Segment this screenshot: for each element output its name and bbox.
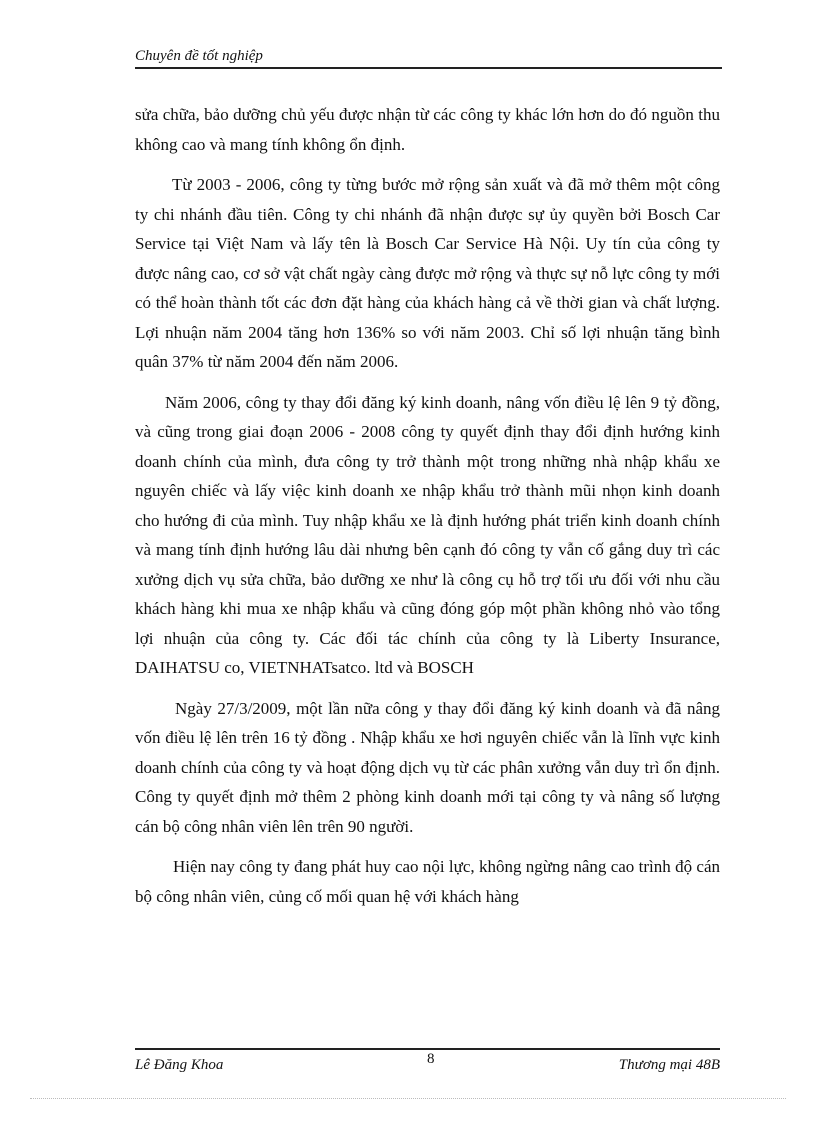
header-title: Chuyên đề tốt nghiệp [135,48,263,64]
page-edge-line [30,1098,786,1099]
footer-author: Lê Đăng Khoa [135,1057,224,1073]
paragraph: Hiện nay công ty đang phát huy cao nội lực, không ngừng nâng cao trình độ cán bộ công nhân viên, củng cố mối quan hệ với khách hàng [135,857,720,906]
document-body [135,100,720,911]
page-number: 8 [427,1051,435,1067]
paragraph: sửa chữa, bảo dưỡng chủ yếu được nhận từ các công ty khác lớn hơn do đó nguồn thu không cao và mang tính không ổn định. [135,105,720,154]
paragraph: Từ 2003 - 2006, công ty từng bước mở rộng sản xuất và đã mở thêm một công ty chi nhánh đầu tiên. Công ty chi nhánh đã nhận được sự ủy quyền bởi Bosch Car Service tại Việt Nam và lấy tên là Bosch Car Service Hà Nội. Uy tín của công ty được nâng cao, cơ sở vật chất ngày càng được mở rộng và thực sự nỗ lực công ty mới có thể hoàn thành tốt các đơn đặt hàng của khách hàng cả về thời gian và chất lượng. Lợi nhuận năm 2004 tăng hơn 136% so với năm 2003. Chỉ số lợi nhuận tăng bình quân 37% từ năm 2004 đến năm 2006. [135,175,720,371]
footer-rule [135,1048,720,1050]
paragraph: Năm 2006, công ty thay đổi đăng ký kinh doanh, nâng vốn điều lệ lên 9 tỷ đồng, và cũng trong giai đoạn 2006 - 2008 công ty quyết định thay đổi định hướng kinh doanh chính của mình, đưa công ty trở thành một trong những nhà nhập khẩu xe nguyên chiếc và lấy việc kinh doanh xe nhập khẩu trở thành mũi nhọn kinh doanh cho hướng đi của mình. Tuy nhập khẩu xe là định hướng phát triển kinh doanh chính và mang tính định hướng lâu dài nhưng bên cạnh đó công ty vẫn cố gắng duy trì các xưởng dịch vụ sửa chữa, bảo dưỡng xe như là công cụ hỗ trợ tối ưu đối với nhu cầu khách hàng khi mua xe nhập khẩu và cũng đóng góp một phần không nhỏ vào tổng lợi nhuận của công ty. Các đối tác chính của công ty là Liberty Insurance, DAIHATSU co, VIETNHATsatco. ltd và BOSCH [135,392,720,677]
paragraph: Ngày 27/3/2009, một lần nữa công y thay đổi đăng ký kinh doanh và đã nâng vốn điều lệ lên trên 16 tỷ đồng . Nhập khẩu xe hơi nguyên chiếc vẫn là lĩnh vực kinh doanh chính của công ty và hoạt động dịch vụ từ các phân xưởng vẫn duy trì ổn định. Công ty quyết định mở thêm 2 phòng kinh doanh mới tại công ty và nâng số lượng cán bộ công nhân viên lên trên 90 người. [135,698,720,836]
page-footer [135,1048,720,1077]
footer-class: Thương mại 48B [618,1057,720,1073]
page-header [135,48,722,69]
header-rule [135,67,722,69]
